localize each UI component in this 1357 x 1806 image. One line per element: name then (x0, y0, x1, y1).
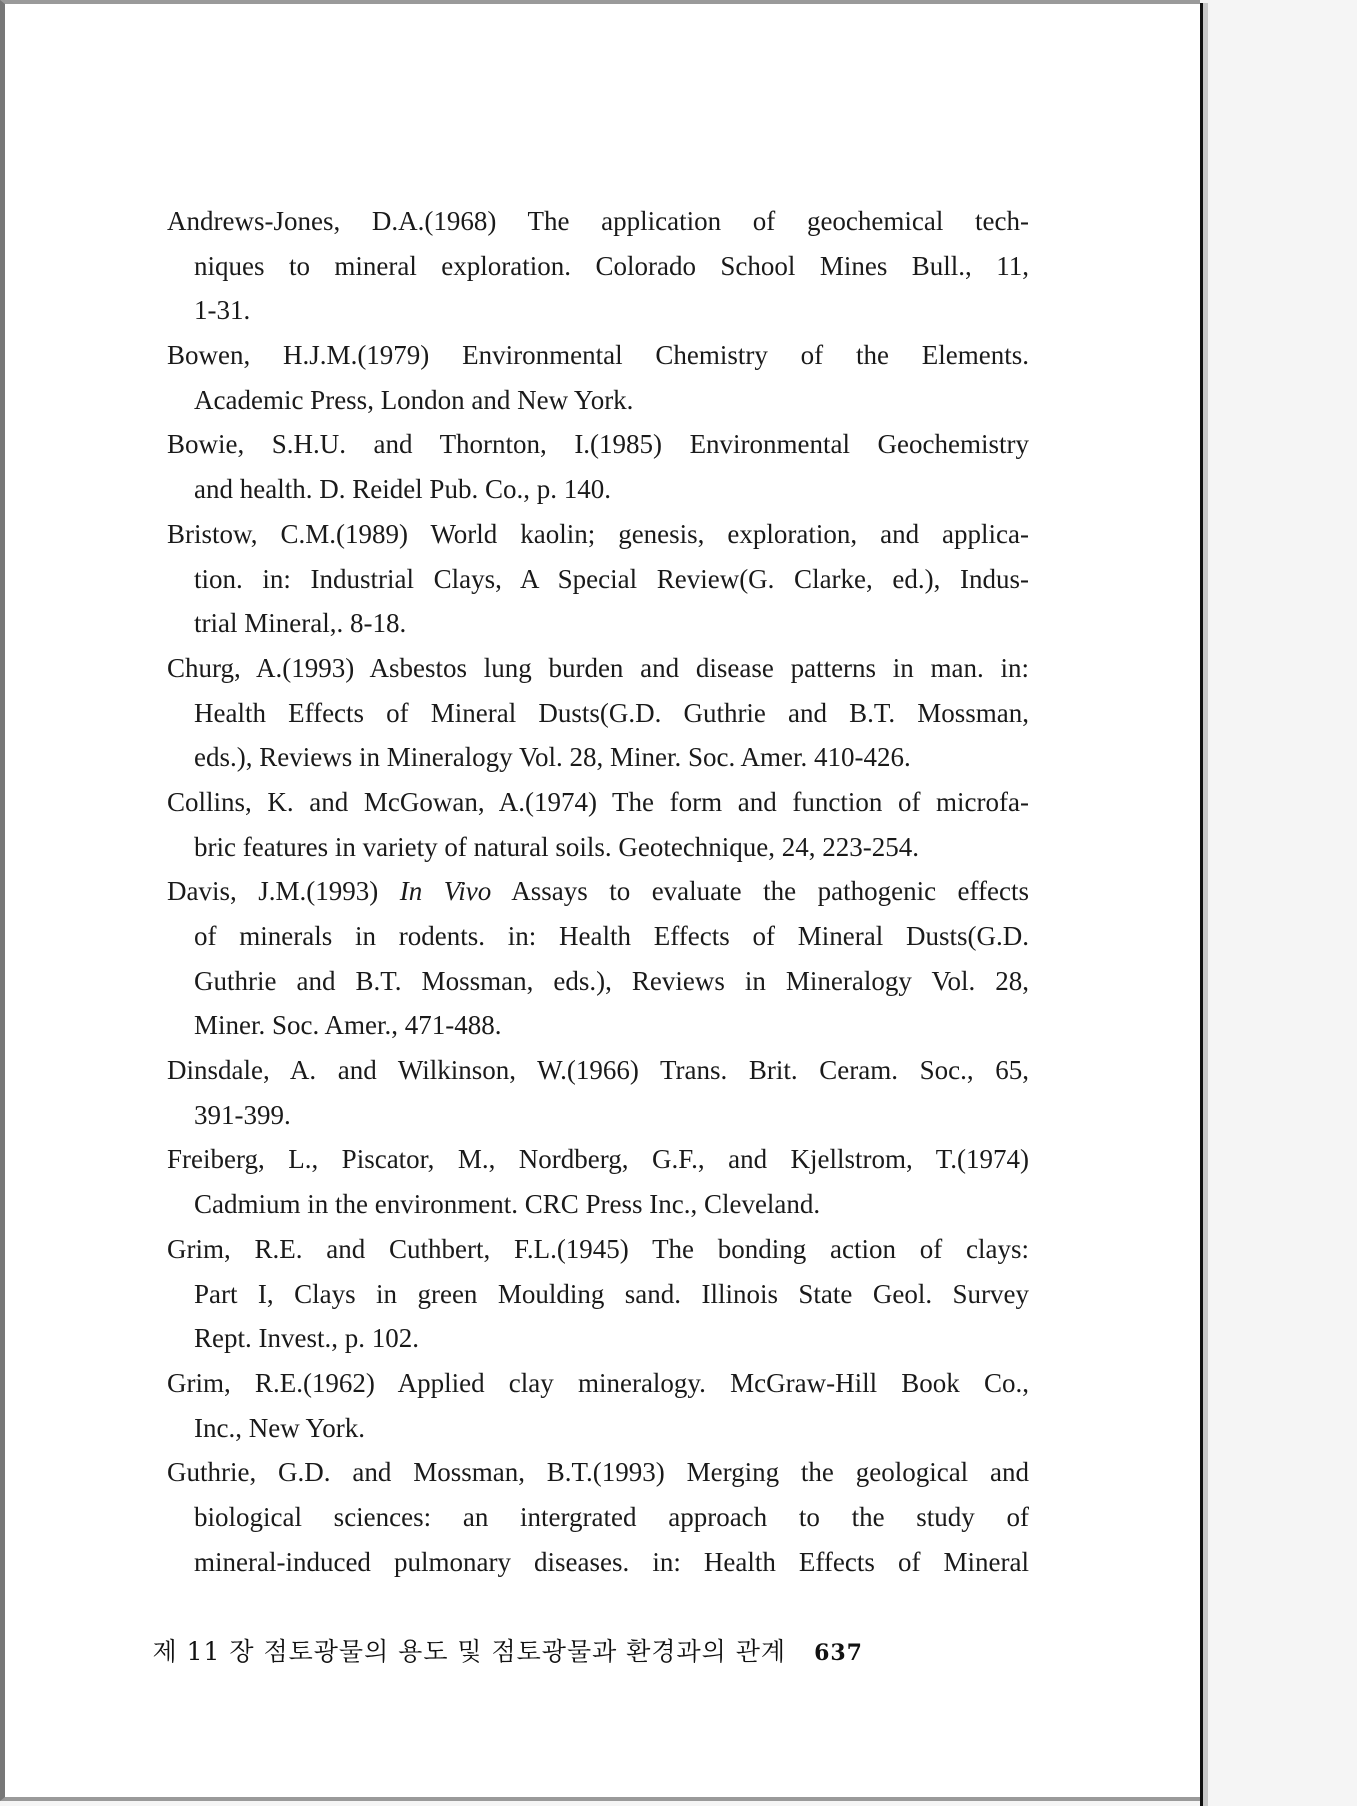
italic-text: In Vivo (399, 876, 492, 907)
reference-line: Freiberg, L., Piscator, M., Nordberg, G.F., and Kjellstrom, T.(1974) (167, 1144, 1029, 1175)
reference-entry (167, 780, 1029, 869)
reference-line: Miner. Soc. Amer., 471-488. (194, 1010, 502, 1041)
reference-line: Guthrie, G.D. and Mossman, B.T.(1993) Merging the geological and (167, 1457, 1029, 1488)
reference-line: Grim, R.E.(1962) Applied clay mineralogy. McGraw-Hill Book Co., (167, 1367, 1029, 1398)
reference-line: biological sciences: an intergrated approach to the study of (194, 1501, 1029, 1532)
reference-line: mineral-induced pulmonary diseases. in: Health Effects of Mineral (194, 1546, 1029, 1577)
reference-line: tion. in: Industrial Clays, A Special Review(G. Clarke, ed.), Indus- (194, 563, 1029, 594)
reference-entry (167, 199, 1029, 333)
page-shadow (1203, 3, 1208, 1806)
reference-line: Collins, K. and McGowan, A.(1974) The form and function of microfa- (167, 786, 1029, 817)
reference-line: Andrews-Jones, D.A.(1968) The application of geochemical tech- (167, 206, 1029, 236)
reference-line: Rept. Invest., p. 102. (194, 1323, 419, 1354)
reference-text: Davis, J.M.(1993) (167, 876, 400, 907)
reference-line: Bowie, S.H.U. and Thornton, I.(1985) Environmental Geochemistry (167, 429, 1029, 460)
reference-entry (167, 1450, 1029, 1584)
reference-line: niques to mineral exploration. Colorado School Mines Bull., 11, (194, 250, 1029, 281)
reference-entry (167, 1048, 1029, 1137)
reference-entry (167, 646, 1029, 780)
reference-line: 1-31. (194, 295, 251, 326)
reference-line: trial Mineral,. 8-18. (194, 608, 407, 639)
reference-line (167, 869, 1029, 914)
page-footer (153, 1632, 863, 1668)
reference-text: Assays to evaluate the pathogenic effects (491, 876, 1029, 907)
reference-line: Bowen, H.J.M.(1979) Environmental Chemistry of the Elements. (167, 340, 1029, 371)
reference-line: Academic Press, London and New York. (194, 384, 634, 415)
reference-entry (167, 1227, 1029, 1361)
reference-line: 391-399. (194, 1099, 291, 1130)
reference-entry (167, 512, 1029, 646)
reference-line: Bristow, C.M.(1989) World kaolin; genesis, exploration, and applica- (167, 518, 1029, 549)
reference-entry (167, 869, 1029, 1048)
reference-entry (167, 1361, 1029, 1450)
reference-line: Churg, A.(1993) Asbestos lung burden and disease patterns in man. in: (167, 652, 1029, 683)
running-footer-title: 제 11 장 점토광물의 용도 및 점토광물과 환경과의 관계 (152, 1637, 787, 1666)
reference-line: Part I, Clays in green Moulding sand. Illinois State Geol. Survey (194, 1278, 1029, 1309)
reference-line: of minerals in rodents. in: Health Effects of Mineral Dusts(G.D. (194, 921, 1029, 951)
reference-entry (167, 333, 1029, 422)
reference-line: and health. D. Reidel Pub. Co., p. 140. (194, 474, 611, 505)
reference-line: eds.), Reviews in Mineralogy Vol. 28, Miner. Soc. Amer. 410-426. (194, 742, 911, 773)
page-number: 637 (814, 1640, 863, 1666)
reference-line: Dinsdale, A. and Wilkinson, W.(1966) Trans. Brit. Ceram. Soc., 65, (167, 1055, 1029, 1086)
reference-entry (167, 1137, 1029, 1226)
reference-line: Inc., New York. (194, 1412, 365, 1443)
reference-line: Health Effects of Mineral Dusts(G.D. Guthrie and B.T. Mossman, (194, 697, 1029, 728)
reference-list (167, 199, 1029, 1584)
reference-entry (167, 422, 1029, 511)
reference-line: Cadmium in the environment. CRC Press Inc., Cleveland. (194, 1189, 821, 1220)
reference-line: Guthrie and B.T. Mossman, eds.), Reviews in Mineralogy Vol. 28, (194, 965, 1029, 996)
reference-line: Grim, R.E. and Cuthbert, F.L.(1945) The bonding action of clays: (167, 1233, 1029, 1264)
reference-line: bric features in variety of natural soils. Geotechnique, 24, 223-254. (194, 831, 920, 862)
